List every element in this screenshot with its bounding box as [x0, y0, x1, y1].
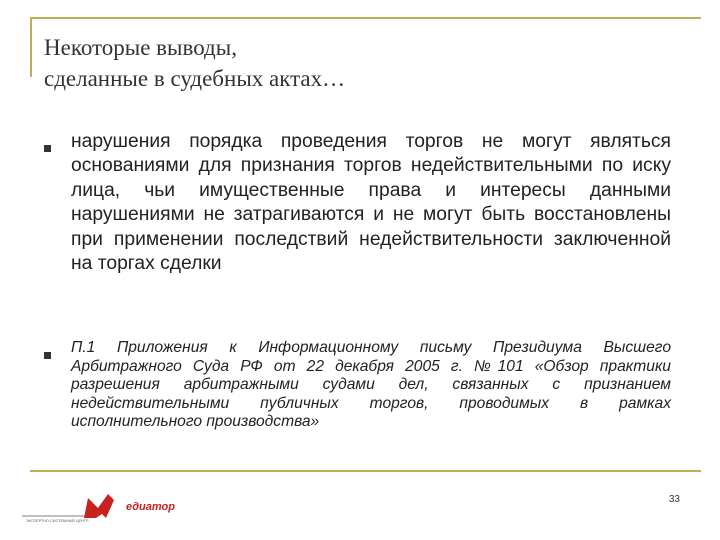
bullet-text-1: нарушения порядка проведения торгов не могут являться основаниями для признания торгов недействительными по иску лица, чьи имущественные права и интересы данными нарушениями не затрагиваются и не могут быть восстановлены при применении последствий недействительности заключенной на торгах сделки [71, 131, 671, 275]
logo-caption: ЭКСПЕРТНО-СИСТЕМНЫЙ ЦЕНТР [26, 519, 89, 523]
page-number: 33 [668, 494, 680, 505]
slide-title [44, 32, 684, 94]
slide-title-line-2: сделанные в судебных актах… [44, 66, 346, 91]
bullet-text-2: П.1 Приложения к Информационному письму Президиума Высшего Арбитражного Суда РФ от 22 декабря 2005 г. №101 «Обзор практики разрешения арбитражными судами дел, связанных с признанием недействительными публичных торгов, проводимых в рамках исполнительного производства» [71, 339, 671, 431]
slide-title-line-1: Некоторые выводы, [44, 35, 237, 60]
frame-top-line [30, 17, 701, 19]
frame-left-line [30, 17, 32, 77]
logo-wordmark: едиатор [126, 501, 175, 513]
logo-mark-icon [22, 488, 132, 522]
frame-bottom-line [30, 470, 701, 472]
square-bullet-icon [44, 352, 51, 359]
mediator-logo [22, 488, 182, 528]
square-bullet-icon [44, 145, 51, 152]
